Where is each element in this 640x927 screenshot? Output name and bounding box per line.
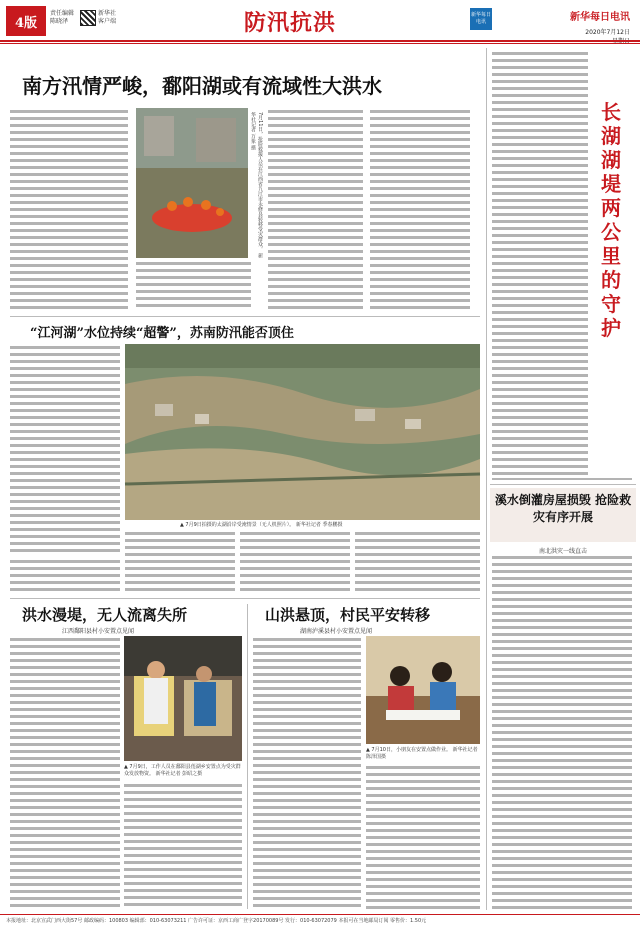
children-photo-caption: ▲ 7月10日，小朋友在安置点做作业。 新华社记者 陈泽国摄 — [366, 747, 478, 760]
story3-column-1 — [10, 638, 120, 910]
story2-column-5 — [10, 560, 120, 592]
editor-label — [50, 10, 74, 26]
section-title: 防汛抗洪 — [243, 9, 336, 36]
story2-column-4 — [355, 532, 480, 592]
relief-photo-caption: ▲ 7月9日，工作人员在鄱阳县莲湖乡安置点为受灾群众发放物资。 新华社记者 彭昭之摄 — [124, 764, 241, 777]
story3-column-2 — [124, 784, 242, 910]
main-story-column-2 — [268, 110, 363, 310]
right-story-tail — [492, 478, 632, 480]
main-headline: 南方汛情严峻，鄱阳湖或有流域性大洪水 — [22, 74, 382, 98]
right-story-column-1 — [492, 52, 588, 477]
story4-subhead: 湖南泸溪县村小安置点见闻 — [300, 628, 373, 635]
divider-2 — [10, 598, 480, 599]
story2-column-1 — [10, 346, 120, 556]
rescue-photo-caption: 7月11日，抢险救援人员在江西省九江市永修县转移受灾群众。 新华社记者 万象 摄 — [250, 112, 263, 259]
header-rule — [0, 40, 640, 42]
taihu-aerial-photo — [125, 344, 480, 520]
story3-subhead: 江西鄱阳县村小安置点见闻 — [62, 628, 135, 635]
issue-date: 2020年7月12日 — [585, 29, 630, 36]
relief-supplies-photo — [124, 636, 242, 761]
footer-rule — [0, 914, 640, 915]
page-number-badge: 4版 — [6, 6, 46, 36]
children-homework-photo — [366, 636, 480, 744]
right-sub-headline: 溪水倒灌房屋损毁 抢险救灾有序开展 — [494, 493, 632, 524]
right-divider — [490, 484, 636, 485]
right-sub-byline: 南北洪灾一线直击 — [538, 548, 587, 555]
main-story-column-3 — [370, 110, 470, 310]
header-rule-thin — [0, 43, 640, 44]
qr-code-icon — [80, 10, 96, 26]
story4-column-1 — [253, 638, 361, 910]
story4-headline: 山洪悬顶，村民平安转移 — [265, 606, 431, 624]
main-story-column-4 — [136, 262, 251, 310]
app-name-line-2: 客户端 — [98, 18, 117, 25]
right-vertical-headline: 长湖湖堤两公里的守护 — [601, 100, 621, 340]
story2-headline: “江河湖”水位持续“超警”，苏南防汛能否顶住 — [30, 326, 294, 341]
paper-name: 新华每日电讯 — [570, 12, 630, 23]
story3-headline: 洪水漫堤，无人流离失所 — [22, 606, 188, 624]
divider-1 — [10, 316, 480, 317]
editor-line-1: 责任编辑 — [50, 10, 75, 17]
story2-column-3 — [240, 532, 350, 592]
footer-text: 本报地址：北京宣武门西大街57号 邮政编码：100803 编辑部：010-63073211 广告许可证：京西工商广登字20170089号 发行：010-63072079 本报可在当地邮局订阅 零售价：1.50元 — [6, 918, 427, 924]
app-name-line-1: 新华社 — [98, 10, 117, 17]
rescue-photo — [136, 108, 248, 258]
editor-line-2: 陈晓泽 — [50, 18, 69, 25]
masthead-right — [500, 8, 630, 38]
app-name — [98, 10, 116, 26]
divider-3 — [247, 604, 248, 909]
right-story-column-2 — [492, 556, 632, 910]
paper-logo: 新华每日电讯 — [470, 8, 492, 30]
story4-column-2 — [366, 766, 480, 910]
story2-column-2 — [125, 532, 235, 592]
right-subhead-box — [490, 488, 636, 542]
main-story-column-1 — [10, 110, 128, 310]
taihu-photo-caption: ▲ 7月9日拍摄的太湖沿岸受淹情景（无人机照片）。 新华社记者 季春鹏摄 — [180, 522, 343, 528]
right-column-divider — [486, 48, 487, 910]
